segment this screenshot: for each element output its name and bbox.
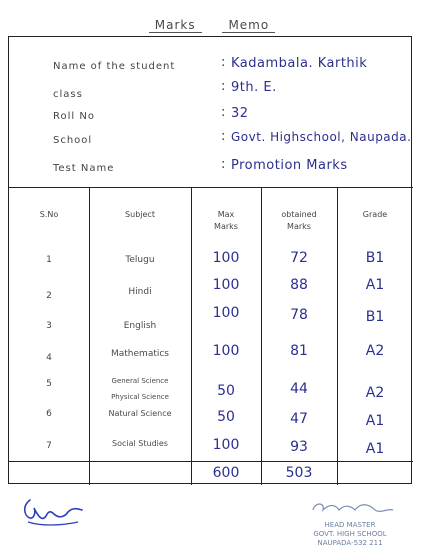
row-subject: Telugu	[125, 255, 155, 265]
memo-title	[0, 18, 424, 32]
roll-value: 32	[231, 106, 249, 121]
student-name-label: Name of the student	[53, 61, 176, 72]
row-grade: B1	[365, 250, 385, 266]
row-obtained-marks: 88	[290, 277, 308, 293]
student-name-row	[53, 55, 413, 77]
row-max-marks: 50	[217, 409, 235, 425]
marks-memo-sheet	[8, 36, 412, 484]
header-max-line2: Marks	[214, 222, 238, 231]
row-grade: A2	[365, 385, 385, 401]
header-max-line1: Max	[217, 210, 235, 219]
row-obtained-marks: 78	[290, 307, 308, 323]
row-sno: 5	[46, 379, 52, 389]
test-name-row	[53, 157, 413, 179]
row-grade: A1	[365, 277, 385, 293]
school-label: School	[53, 135, 93, 146]
row-max-marks: 100	[212, 277, 240, 293]
roll-label: Roll No	[53, 111, 95, 122]
row-obtained-marks: 47	[290, 411, 308, 427]
row-subject: General Science	[111, 377, 169, 385]
row-sno: 2	[46, 291, 52, 301]
row-subject: Natural Science	[108, 409, 172, 418]
row-subject: English	[123, 321, 157, 331]
row-max-marks: 100	[212, 437, 240, 453]
header-sno: S.No	[39, 210, 59, 219]
colon: :	[221, 105, 226, 120]
head-master-stamp	[290, 498, 410, 548]
class-value: 9th. E.	[231, 80, 277, 95]
row-obtained-marks: 93	[290, 439, 308, 455]
row-subject: Hindi	[128, 287, 152, 297]
stamp-line-1: HEAD MASTER	[324, 521, 376, 529]
row-obtained-marks: 81	[290, 343, 308, 359]
table-top-border	[9, 187, 413, 188]
colon: :	[221, 129, 226, 144]
row-sno: 1	[46, 255, 52, 265]
row-grade: A1	[365, 441, 385, 457]
title-word-marks: Marks	[149, 18, 202, 33]
roll-row	[53, 105, 413, 127]
header-max-marks	[191, 209, 261, 233]
school-row	[53, 129, 413, 151]
header-obtained-marks	[261, 209, 337, 233]
stamp-line-2: GOVT. HIGH SCHOOL	[313, 530, 387, 538]
row-sno: 4	[46, 353, 52, 363]
row-max-marks: 100	[212, 343, 240, 359]
row-subject: Social Studies	[112, 439, 168, 448]
row-grade: A1	[365, 413, 385, 429]
header-subject: Subject	[125, 210, 155, 219]
student-name-value: Kadambala. Karthik	[231, 56, 368, 71]
row-sno: 3	[46, 321, 52, 331]
row-obtained-marks: 44	[290, 381, 308, 397]
row-max-marks: 100	[212, 305, 240, 321]
header-obtained-line2: Marks	[287, 222, 311, 231]
row-obtained-marks: 72	[290, 250, 308, 266]
class-teacher-signature	[20, 492, 90, 536]
stamp-line-3: NAUPADA-532 211	[317, 539, 383, 547]
colon: :	[221, 157, 226, 172]
class-label: class	[53, 89, 83, 100]
colon: :	[221, 79, 226, 94]
total-max-marks: 600	[212, 465, 240, 481]
row-subject-secondary: Physical Science	[111, 393, 169, 401]
row-max-marks: 100	[212, 250, 240, 266]
title-word-memo: Memo	[222, 18, 275, 33]
header-grade: Grade	[362, 210, 388, 219]
row-subject: Mathematics	[111, 349, 169, 359]
row-grade: B1	[365, 309, 385, 325]
school-value: Govt. Highschool, Naupada.	[231, 130, 412, 144]
row-max-marks: 50	[217, 383, 235, 399]
test-name-label: Test Name	[53, 163, 115, 174]
row-sno: 7	[46, 441, 52, 451]
test-name-value: Promotion Marks	[231, 158, 348, 173]
colon: :	[221, 55, 226, 70]
head-master-signature	[295, 498, 405, 518]
totals-divider	[9, 461, 413, 462]
header-obtained-line1: obtained	[281, 210, 317, 219]
row-sno: 6	[46, 409, 52, 419]
total-obtained-marks: 503	[285, 465, 313, 481]
row-grade: A2	[365, 343, 385, 359]
class-row	[53, 79, 413, 101]
